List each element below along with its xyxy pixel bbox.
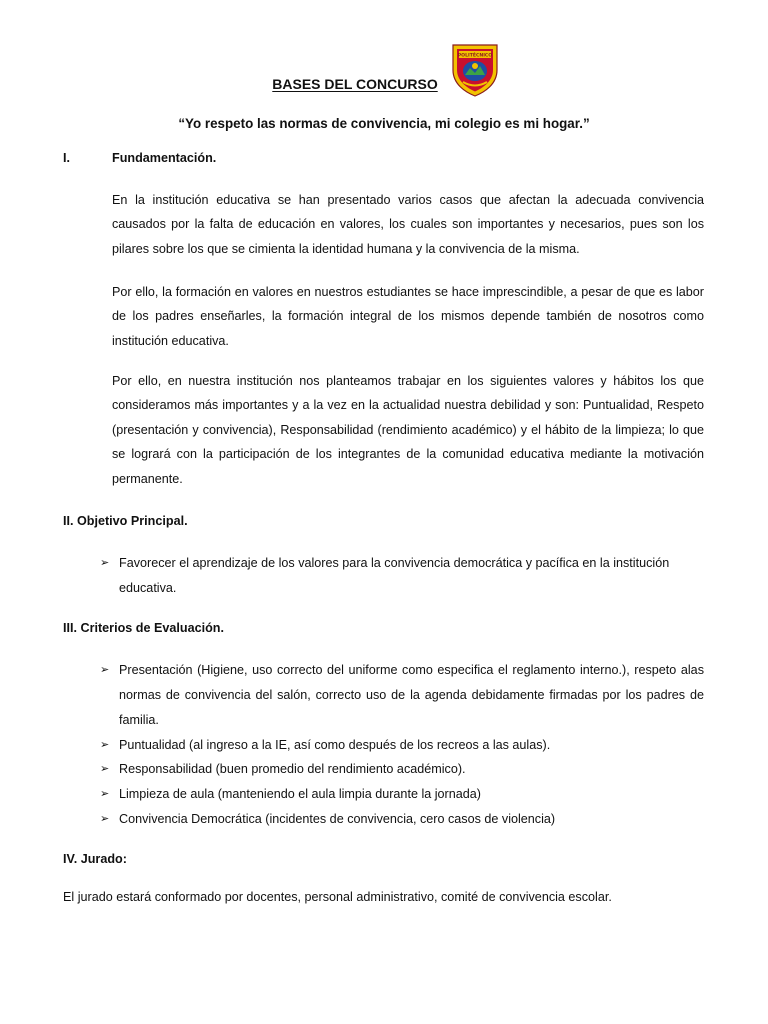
section-heading-jurado: IV. Jurado:: [63, 852, 127, 866]
arrow-bullet-icon: ➢: [100, 663, 110, 676]
document-title: BASES DEL CONCURSO: [272, 76, 438, 92]
arrow-bullet-icon: ➢: [100, 556, 110, 569]
section-heading-objetivo: II. Objetivo Principal.: [63, 514, 188, 528]
document-subtitle: “Yo respeto las normas de convivencia, mi colegio es mi hogar.”: [178, 116, 590, 131]
arrow-bullet-icon: ➢: [100, 762, 110, 775]
section-heading-criterios: III. Criterios de Evaluación.: [63, 621, 224, 635]
paragraph: Por ello, la formación en valores en nuestros estudiantes se hace imprescindible, a pesar de que es labor de los padres enseñarles, la formación integral de los mismos depende también de nosotros como institución educativa.: [112, 285, 704, 348]
arrow-bullet-icon: ➢: [100, 812, 110, 825]
list-item: ➢ Favorecer el aprendizaje de los valores para la convivencia democrática y pacífica en la institución educativa.: [100, 551, 704, 601]
list-item: ➢ Convivencia Democrática (incidentes de convivencia, cero casos de violencia): [100, 807, 704, 832]
list-item: ➢ Limpieza de aula (manteniendo el aula limpia durante la jornada): [100, 782, 704, 807]
arrow-bullet-icon: ➢: [100, 738, 110, 751]
arrow-bullet-icon: ➢: [100, 787, 110, 800]
paragraph: En la institución educativa se han presentado varios casos que afectan la adecuada convivencia causados por la falta de educación en valores, los cuales son importantes y necesarios, pues son los pilares sobre los que se cimienta la identidad humana y la convivencia de la misma.: [112, 193, 704, 256]
paragraph: Por ello, en nuestra institución nos planteamos trabajar en los siguientes valores y hábitos los que consideramos más importantes y a la vez en la actualidad nuestra debilidad y son: Puntualidad, Respeto (presentación y convivencia), Responsabilidad (rendimiento académico) y el hábito de la limpieza; lo que se logrará con la participación de los integrantes de la comunidad educativa mediante la motivación permanente.: [112, 374, 704, 486]
jury-text: El jurado estará conformado por docentes, personal administrativo, comité de convivencia escolar.: [63, 890, 612, 904]
list-item: ➢ Puntualidad (al ingreso a la IE, así como después de los recreos a las aulas).: [100, 733, 704, 758]
section-number: I.: [63, 151, 70, 165]
list-item: ➢ Responsabilidad (buen promedio del rendimiento académico).: [100, 757, 704, 782]
list-item: ➢ Presentación (Higiene, uso correcto del uniforme como especifica el reglamento interno.), respeto alas normas de convivencia del salón, correcto uso de la agenda debidamente firmadas por los padres de familia.: [100, 658, 704, 732]
section-heading-fundamentacion: Fundamentación.: [112, 151, 217, 165]
crest-text: POLITÉCNICO: [457, 53, 493, 59]
